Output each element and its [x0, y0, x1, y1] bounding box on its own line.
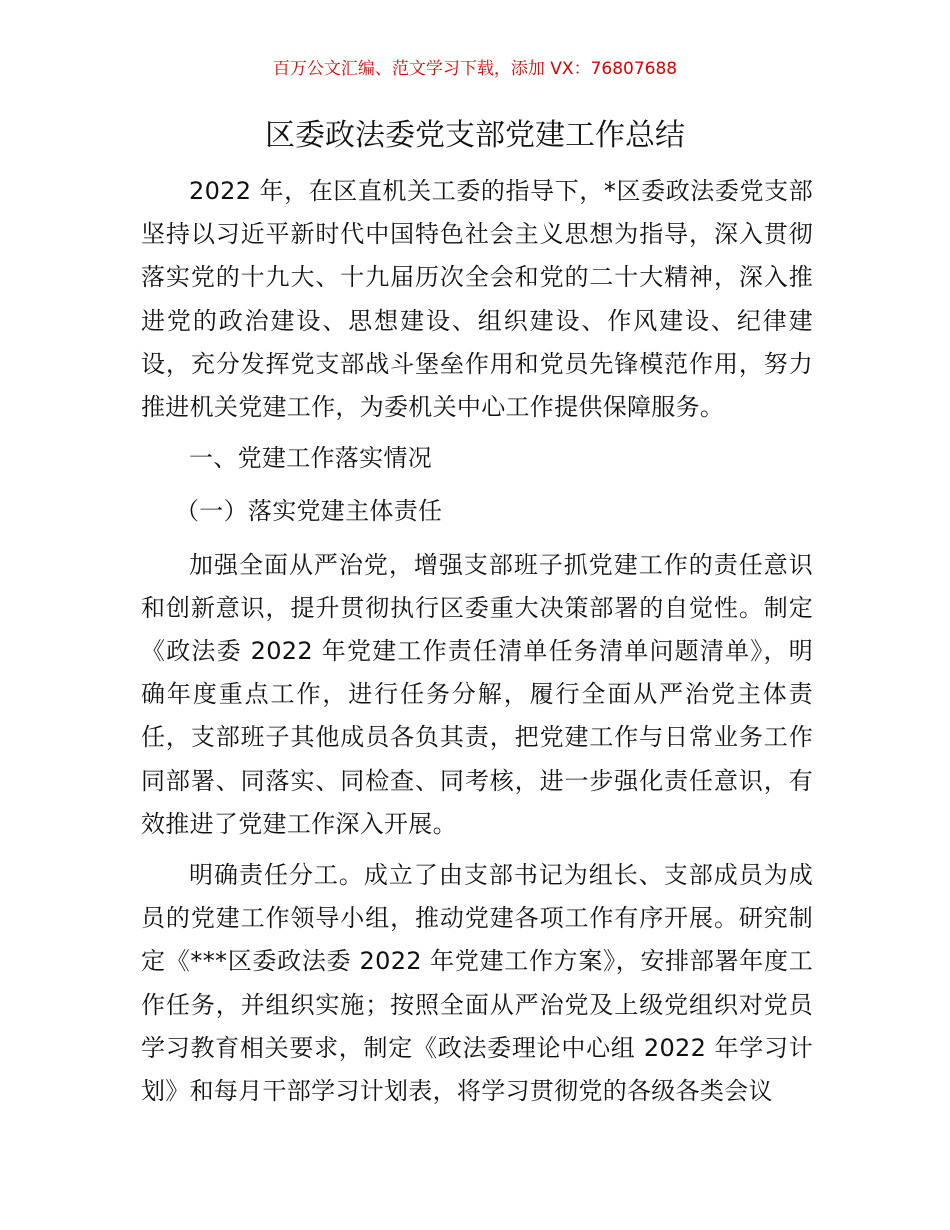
responsibility-paragraph: 加强全面从严治党，增强支部班子抓党建工作的责任意识和创新意识，提升贯彻执行区委重大决策部署的自觉性。制定《政法委 2022 年党建工作责任清单任务清单问题清单》，明确年度重点工作，进行任务分解，履行全面从严治党主体责任，支部班子其他成员各负其责，把党建工作与日常业务工作同部署、同落实、同检查、同考核，进一步强化责任意识，有效推进了党建工作深入开展。 [141, 550, 813, 838]
download-promo-note: 百万公文汇编、范文学习下载，添加 VX：76807688 [272, 59, 678, 79]
intro-paragraph: 2022 年，在区直机关工委的指导下，*区委政法委党支部坚持以习近平新时代中国特色社会主义思想为指导，深入贯彻落实党的十九大、十九届历次全会和党的二十大精神，深入推进党的政治建设、思想建设、组织建设、作风建设、纪律建设，充分发挥党支部战斗堡垒作用和党员先锋模范作用，努力推进机关党建工作，为委机关中心工作提供保障服务。 [141, 177, 813, 422]
document-body [141, 170, 813, 1113]
subsection-heading-1-1: （一）落实党建主体责任 [175, 497, 443, 526]
section-heading-1: 一、党建工作落实情况 [189, 444, 432, 473]
division-paragraph: 明确责任分工。成立了由支部书记为组长、支部成员为成员的党建工作领导小组，推动党建各项工作有序开展。研究制定《***区委政法委 2022 年党建工作方案》，安排部署年度工作任务，并组织实施；按照全面从严治党及上级党组织对党员学习教育相关要求，制定《政法委理论中心组 2022 年学习计划》和每月干部学习计划表，将学习贯彻党的各级各类会议 [141, 861, 813, 1106]
document-title: 区委政法委党支部党建工作总结 [265, 118, 685, 153]
